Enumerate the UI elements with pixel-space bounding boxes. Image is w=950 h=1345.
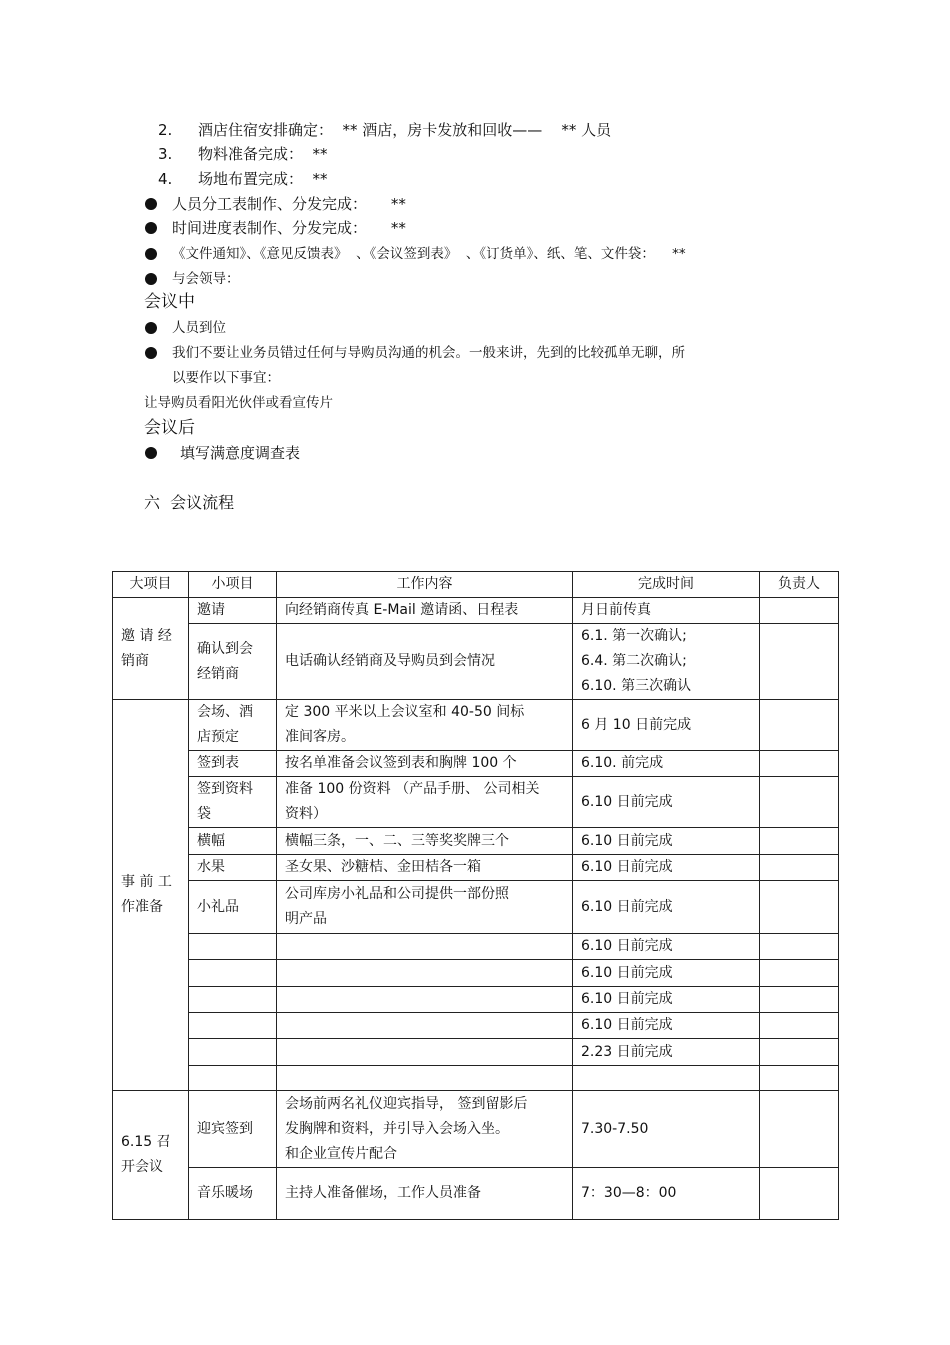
bullet-dot-icon xyxy=(145,347,157,359)
table-row xyxy=(113,828,839,855)
content-cell xyxy=(277,934,573,960)
subitem-cell xyxy=(189,987,277,1013)
table-header-row xyxy=(113,572,839,598)
time-cell: 6.10. 前完成 xyxy=(573,751,760,777)
owner-cell xyxy=(760,598,839,624)
header-subitem: 小项目 xyxy=(189,572,277,598)
time-cell: 6.1. 第一次确认; 6.4. 第二次确认; 6.10. 第三次确认 xyxy=(573,624,760,700)
content-cell: 准备 100 份资料 （产品手册、 公司相关 资料） xyxy=(277,777,573,828)
time-cell xyxy=(573,1066,760,1091)
list-text: 物料准备完成： ** xyxy=(198,145,328,163)
content-cell: 定 300 平米以上会议室和 40-50 间标 准间客房。 xyxy=(277,700,573,751)
time-cell: 6.10 日前完成 xyxy=(573,960,760,987)
bullet-dot-icon xyxy=(145,322,157,334)
subitem-cell xyxy=(189,1039,277,1066)
note-text: 让导购员看阳光伙伴或看宣传片 xyxy=(144,395,333,411)
header-time: 完成时间 xyxy=(573,572,760,598)
content-cell xyxy=(277,1013,573,1039)
subitem-cell: 签到资料 袋 xyxy=(189,777,277,828)
table-row xyxy=(113,777,839,828)
owner-cell xyxy=(760,960,839,987)
owner-cell xyxy=(760,1091,839,1168)
table-row xyxy=(113,1039,839,1066)
category-cell: 事 前 工 作准备 xyxy=(113,700,189,1091)
table-row xyxy=(113,1168,839,1220)
owner-cell xyxy=(760,777,839,828)
subitem-cell: 邀请 xyxy=(189,598,277,624)
subitem-cell: 横幅 xyxy=(189,828,277,855)
subitem-cell xyxy=(189,960,277,987)
time-cell: 6.10 日前完成 xyxy=(573,987,760,1013)
subitem-cell: 会场、酒 店预定 xyxy=(189,700,277,751)
content-cell: 按名单准备会议签到表和胸牌 100 个 xyxy=(277,751,573,777)
time-cell: 月日前传真 xyxy=(573,598,760,624)
time-cell: 6.10 日前完成 xyxy=(573,777,760,828)
table-row xyxy=(113,598,839,624)
content-cell: 主持人准备催场，工作人员准备 xyxy=(277,1168,573,1220)
bullet-item: 填写满意度调查表 xyxy=(180,444,301,462)
content-cell xyxy=(277,987,573,1013)
owner-cell xyxy=(760,934,839,960)
list-text: 酒店住宿安排确定： ** 酒店，房卡发放和回收—— ** 人员 xyxy=(198,121,612,139)
time-cell: 7.30-7.50 xyxy=(573,1091,760,1168)
list-number: 2. xyxy=(158,121,173,139)
bullet-item: 我们不要让业务员错过任何与导购员沟通的机会。一般来讲，先到的比较孤单无聊，所 xyxy=(172,345,685,361)
section-heading-flow: 六 会议流程 xyxy=(144,493,235,512)
header-category: 大项目 xyxy=(113,572,189,598)
table-row xyxy=(113,855,839,881)
category-cell: 6.15 召 开会议 xyxy=(113,1091,189,1220)
bullet-dot-icon xyxy=(145,248,157,260)
owner-cell xyxy=(760,987,839,1013)
owner-cell xyxy=(760,700,839,751)
time-cell: 6.10 日前完成 xyxy=(573,828,760,855)
list-number: 3. xyxy=(158,145,173,163)
content-cell xyxy=(277,1039,573,1066)
owner-cell xyxy=(760,751,839,777)
bullet-dot-icon xyxy=(145,222,157,234)
content-cell: 公司库房小礼品和公司提供一部份照 明产品 xyxy=(277,881,573,934)
subitem-cell: 音乐暖场 xyxy=(189,1168,277,1220)
owner-cell xyxy=(760,855,839,881)
bullet-dot-icon xyxy=(145,447,157,459)
subitem-cell xyxy=(189,1013,277,1039)
list-item-2 xyxy=(158,120,611,140)
owner-cell xyxy=(760,1066,839,1091)
subitem-cell: 签到表 xyxy=(189,751,277,777)
owner-cell xyxy=(760,624,839,700)
table-row xyxy=(113,934,839,960)
table-row xyxy=(113,960,839,987)
table-row xyxy=(113,1066,839,1091)
section-heading-during: 会议中 xyxy=(144,292,195,312)
bullet-dot-icon xyxy=(145,273,157,285)
table-row xyxy=(113,1013,839,1039)
content-cell xyxy=(277,960,573,987)
subitem-cell xyxy=(189,934,277,960)
time-cell: 6 月 10 日前完成 xyxy=(573,700,760,751)
table-row xyxy=(113,1091,839,1168)
subitem-cell: 水果 xyxy=(189,855,277,881)
category-cell: 邀 请 经 销商 xyxy=(113,598,189,700)
table-row xyxy=(113,987,839,1013)
subitem-cell: 小礼品 xyxy=(189,881,277,934)
bullet-continuation: 以要作以下事宜： xyxy=(172,370,280,386)
bullet-item: 时间进度表制作、分发完成： ** xyxy=(172,219,406,237)
list-text: 场地布置完成： ** xyxy=(198,170,328,188)
list-number: 4. xyxy=(158,170,173,188)
list-item-4 xyxy=(158,169,328,189)
list-item-3 xyxy=(158,144,328,164)
section-heading-after: 会议后 xyxy=(144,418,195,438)
time-cell: 2.23 日前完成 xyxy=(573,1039,760,1066)
bullet-dot-icon xyxy=(145,198,157,210)
time-cell: 7：30—8：00 xyxy=(573,1168,760,1220)
time-cell: 6.10 日前完成 xyxy=(573,934,760,960)
owner-cell xyxy=(760,828,839,855)
time-cell: 6.10 日前完成 xyxy=(573,881,760,934)
content-cell: 横幅三条，一、二、三等奖奖牌三个 xyxy=(277,828,573,855)
table-row xyxy=(113,624,839,700)
content-cell xyxy=(277,1066,573,1091)
bullet-item: 与会领导： xyxy=(172,271,240,287)
owner-cell xyxy=(760,1039,839,1066)
time-cell: 6.10 日前完成 xyxy=(573,1013,760,1039)
owner-cell xyxy=(760,1168,839,1220)
table-row xyxy=(113,881,839,934)
header-content: 工作内容 xyxy=(277,572,573,598)
content-cell: 电话确认经销商及导购员到会情况 xyxy=(277,624,573,700)
content-cell: 圣女果、沙糖桔、金田桔各一箱 xyxy=(277,855,573,881)
subitem-cell: 迎宾签到 xyxy=(189,1091,277,1168)
content-cell: 会场前两名礼仪迎宾指导， 签到留影后 发胸牌和资料，并引导入会场入坐。 和企业宣传片配合 xyxy=(277,1091,573,1168)
bullet-item: 人员分工表制作、分发完成： ** xyxy=(172,195,406,213)
bullet-item: 《文件通知》、《意见反馈表》 、《会议签到表》 、《订货单》、纸、笔、文件袋： ** xyxy=(172,246,686,262)
owner-cell xyxy=(760,1013,839,1039)
subitem-cell xyxy=(189,1066,277,1091)
subitem-cell: 确认到会 经销商 xyxy=(189,624,277,700)
meeting-flow-table xyxy=(112,571,839,1220)
content-cell: 向经销商传真 E-Mail 邀请函、日程表 xyxy=(277,598,573,624)
table-row xyxy=(113,751,839,777)
owner-cell xyxy=(760,881,839,934)
bullet-item: 人员到位 xyxy=(172,320,226,336)
header-owner: 负责人 xyxy=(760,572,839,598)
table-row xyxy=(113,700,839,751)
time-cell: 6.10 日前完成 xyxy=(573,855,760,881)
